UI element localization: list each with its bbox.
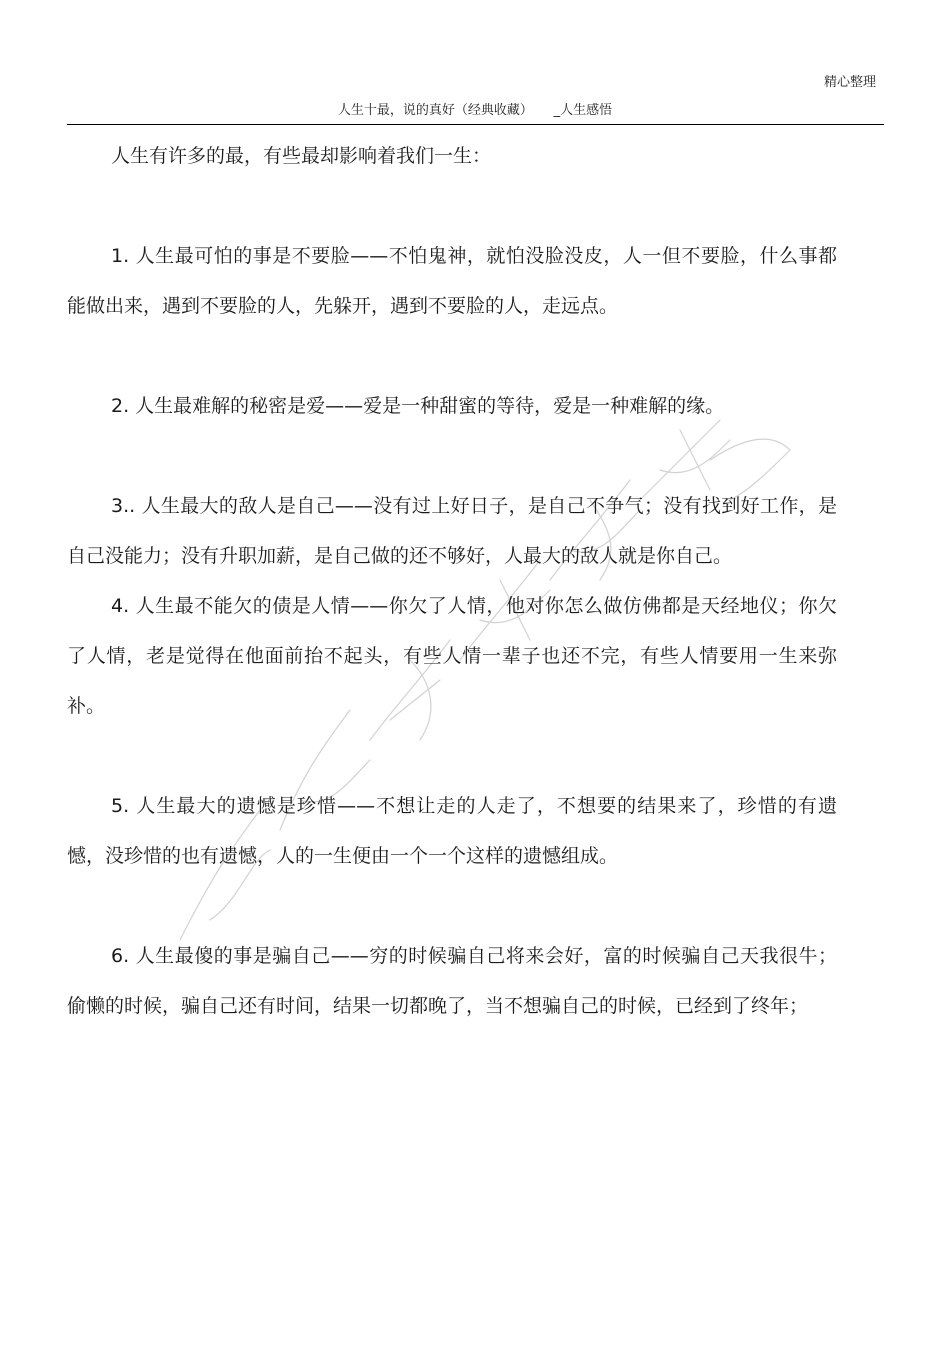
- header-rule: [67, 124, 884, 125]
- intro-paragraph: 人生有许多的最，有些最却影响着我们一生：: [111, 145, 492, 167]
- running-header: 人生十最，说的真好（经典收藏） _人生感悟: [337, 103, 613, 118]
- spacer: [67, 331, 837, 381]
- item-paragraph: 3.. 人生最大的敌人是自己——没有过上好日子，是自己不争气；没有找到好工作，是自己没能力；没有升职加薪，是自己做的还不够好，人最大的敌人就是你自己。: [67, 495, 837, 567]
- item-paragraph: 1. 人生最可怕的事是不要脸——不怕鬼神，就怕没脸没皮，人一但不要脸，什么事都能做出来，遇到不要脸的人，先躲开，遇到不要脸的人，走远点。: [67, 245, 837, 317]
- spacer: [67, 181, 837, 231]
- document-body: [67, 131, 837, 1031]
- item-paragraph: 5. 人生最大的遗憾是珍惜——不想让走的人走了，不想要的结果来了，珍惜的有遗憾，没珍惜的也有遗憾，人的一生便由一个一个这样的遗憾组成。: [67, 795, 837, 867]
- spacer: [67, 881, 837, 931]
- item-paragraph: 2. 人生最难解的秘密是爱——爱是一种甜蜜的等待，爱是一种难解的缘。: [111, 395, 725, 417]
- corner-label: 精心整理: [823, 75, 876, 90]
- spacer: [67, 431, 837, 481]
- item-paragraph: 6. 人生最傻的事是骗自己——穷的时候骗自己将来会好，富的时候骗自己天我很牛；偷懒的时候，骗自己还有时间，结果一切都晚了，当不想骗自己的时候，已经到了终年；: [67, 945, 837, 1017]
- item-paragraph: 4. 人生最不能欠的债是人情——你欠了人情，他对你怎么做仿佛都是天经地仪；你欠了人情，老是觉得在他面前抬不起头，有些人情一辈子也还不完，有些人情要用一生来弥补。: [67, 595, 837, 717]
- spacer: [67, 731, 837, 781]
